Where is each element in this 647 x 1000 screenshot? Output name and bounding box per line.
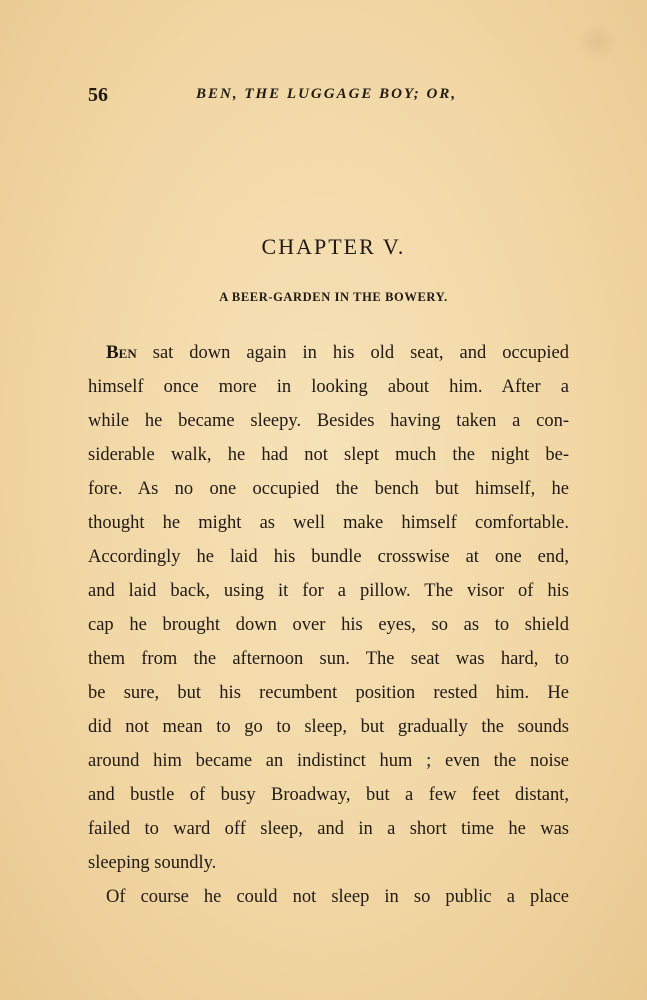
text-line: be sure, but his recumbent position rested him. He xyxy=(88,683,569,703)
text-line: cap he brought down over his eyes, so as to shield xyxy=(88,615,569,635)
chapter-heading: CHAPTER V. xyxy=(261,234,406,259)
opening-word: Ben xyxy=(106,342,137,363)
text-line: around him became an indistinct hum ; even the noise xyxy=(88,751,569,771)
text-line: himself once more in looking about him. After a xyxy=(88,377,569,397)
text-line: did not mean to go to sleep, but gradually the sounds xyxy=(88,717,569,737)
page-number: 56 xyxy=(88,84,108,106)
paper-stain xyxy=(577,22,617,62)
running-title: BEN, THE LUGGAGE BOY; OR, xyxy=(196,86,458,102)
text-line: fore. As no one occupied the bench but himself, he xyxy=(88,479,569,499)
chapter-subtitle: A BEER-GARDEN IN THE BOWERY. xyxy=(219,290,448,304)
text-line-content: sat down again in his old seat, and occupied xyxy=(136,343,569,363)
text-line: while he became sleepy. Besides having taken a con- xyxy=(88,411,569,431)
text-line: and bustle of busy Broadway, but a few feet distant, xyxy=(88,785,569,805)
text-line: thought he might as well make himself comfortable. xyxy=(88,513,569,533)
text-line: failed to ward off sleep, and in a short time he was xyxy=(88,819,569,839)
text-line: sleeping soundly. xyxy=(88,853,217,873)
text-line: them from the afternoon sun. The seat was hard, to xyxy=(88,649,569,669)
text-line: Accordingly he laid his bundle crosswise at one end, xyxy=(88,547,569,567)
running-head xyxy=(88,84,572,108)
text-line: Of course he could not sleep in so public a place xyxy=(106,887,569,907)
body-text xyxy=(88,336,569,914)
text-line: siderable walk, he had not slept much the night be- xyxy=(88,445,569,465)
text-line xyxy=(88,336,569,370)
text-line: and laid back, using it for a pillow. The visor of his xyxy=(88,581,569,601)
